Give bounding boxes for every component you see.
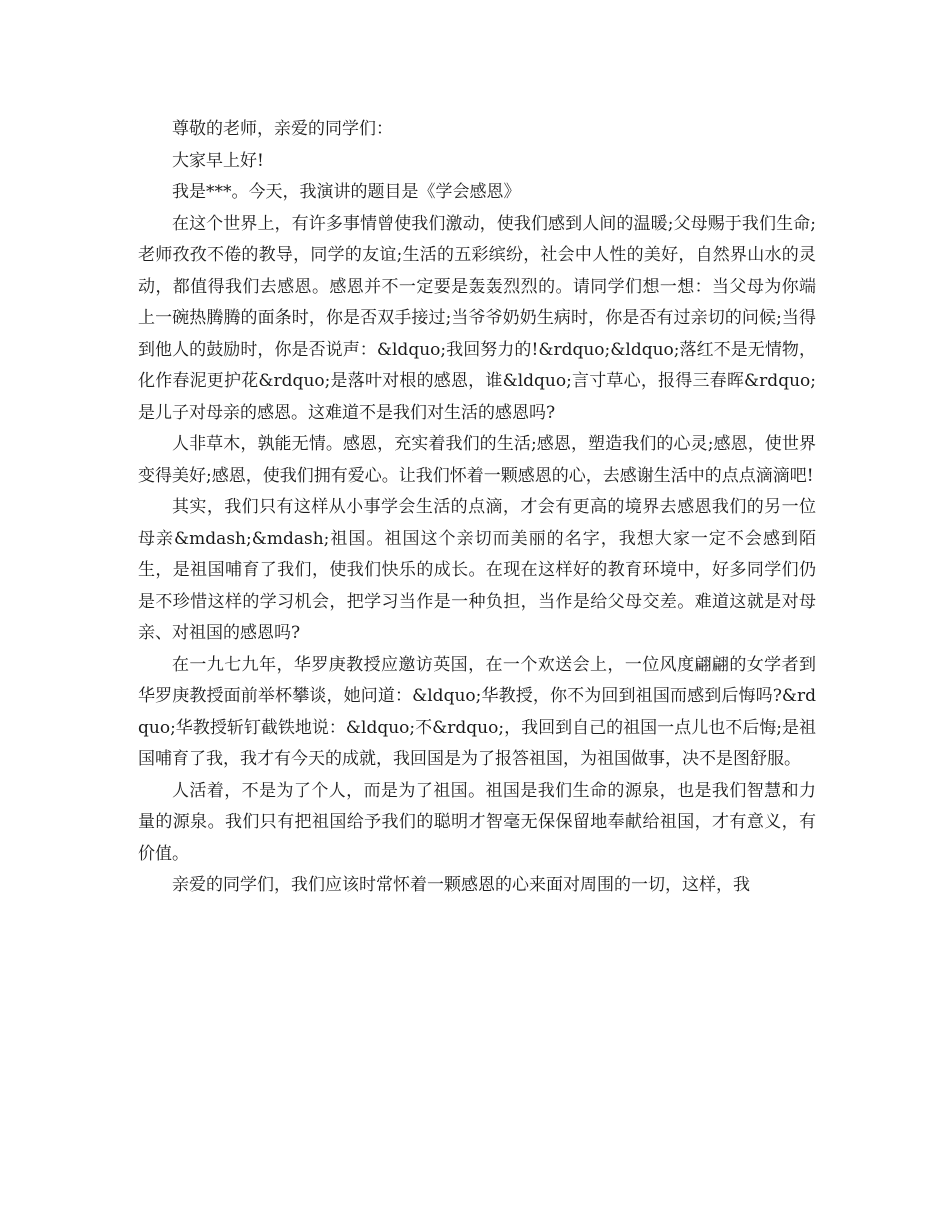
body-paragraph: 在这个世界上，有许多事情曾使我们激动，使我们感到人间的温暖;父母赐于我们生命;老师孜孜不倦的教导，同学的友谊;生活的五彩缤纷，社会中人性的美好，自然界山水的灵动，都值得我们去感恩。感恩并不一定要是轰轰烈烈的。请同学们想一想：当父母为你端上一碗热腾腾的面条时，你是否双手接过;当爷爷奶奶生病时，你是否有过亲切的问候;当得到他人的鼓励时，你是否说声：&ldquo;我回努力的!&rdquo;&ldquo;落红不是无情物，化作春泥更护花&rdquo;是落叶对根的感恩，谁&ldquo;言寸草心，报得三春晖&rdquo;是儿子对母亲的感恩。这难道不是我们对生活的感恩吗? bbox=[138, 213, 816, 423]
speech-title-line: 我是***。今天，我演讲的题目是《学会感恩》 bbox=[172, 182, 521, 202]
body-paragraph: 亲爱的同学们，我们应该时常怀着一颗感恩的心来面对周围的一切，这样，我 bbox=[172, 875, 750, 895]
body-paragraph: 人非草木，孰能无情。感恩，充实着我们的生活;感恩，塑造我们的心灵;感恩，使世界变得美好;感恩，使我们拥有爱心。让我们怀着一颗感恩的心，去感谢生活中的点点滴滴吧! bbox=[138, 434, 816, 486]
body-paragraph: 在一九七九年，华罗庚教授应邀访英国，在一个欢送会上，一位风度翩翩的女学者到华罗庚教授面前举杯攀谈，她问道：&ldquo;华教授，你不为回到祖国而感到后悔吗?&rdquo;华教授斩钉截铁地说：&ldquo;不&rdquo;，我回到自己的祖国一点儿也不后悔;是祖国哺育了我，我才有今天的成就，我回国是为了报答祖国，为祖国做事，决不是图舒服。 bbox=[138, 654, 816, 769]
salutation: 尊敬的老师，亲爱的同学们： bbox=[172, 119, 393, 139]
greeting: 大家早上好! bbox=[172, 150, 264, 171]
body-paragraph: 其实，我们只有这样从小事学会生活的点滴，才会有更高的境界去感恩我们的另一位母亲&mdash;&mdash;祖国。祖国这个亲切而美丽的名字，我想大家一定不会感到陌生，是祖国哺育了我们，使我们快乐的成长。在现在这样好的教育环境中，好多同学们仍是不珍惜这样的学习机会，把学习当作是一种负担，当作是给父母交差。难道这就是对母亲、对祖国的感恩吗? bbox=[138, 497, 816, 643]
body-paragraph: 人活着，不是为了个人，而是为了祖国。祖国是我们生命的源泉，也是我们智慧和力量的源泉。我们只有把祖国给予我们的聪明才智毫无保保留地奉献给祖国，才有意义，有价值。 bbox=[138, 780, 816, 864]
speech-body bbox=[138, 114, 816, 902]
